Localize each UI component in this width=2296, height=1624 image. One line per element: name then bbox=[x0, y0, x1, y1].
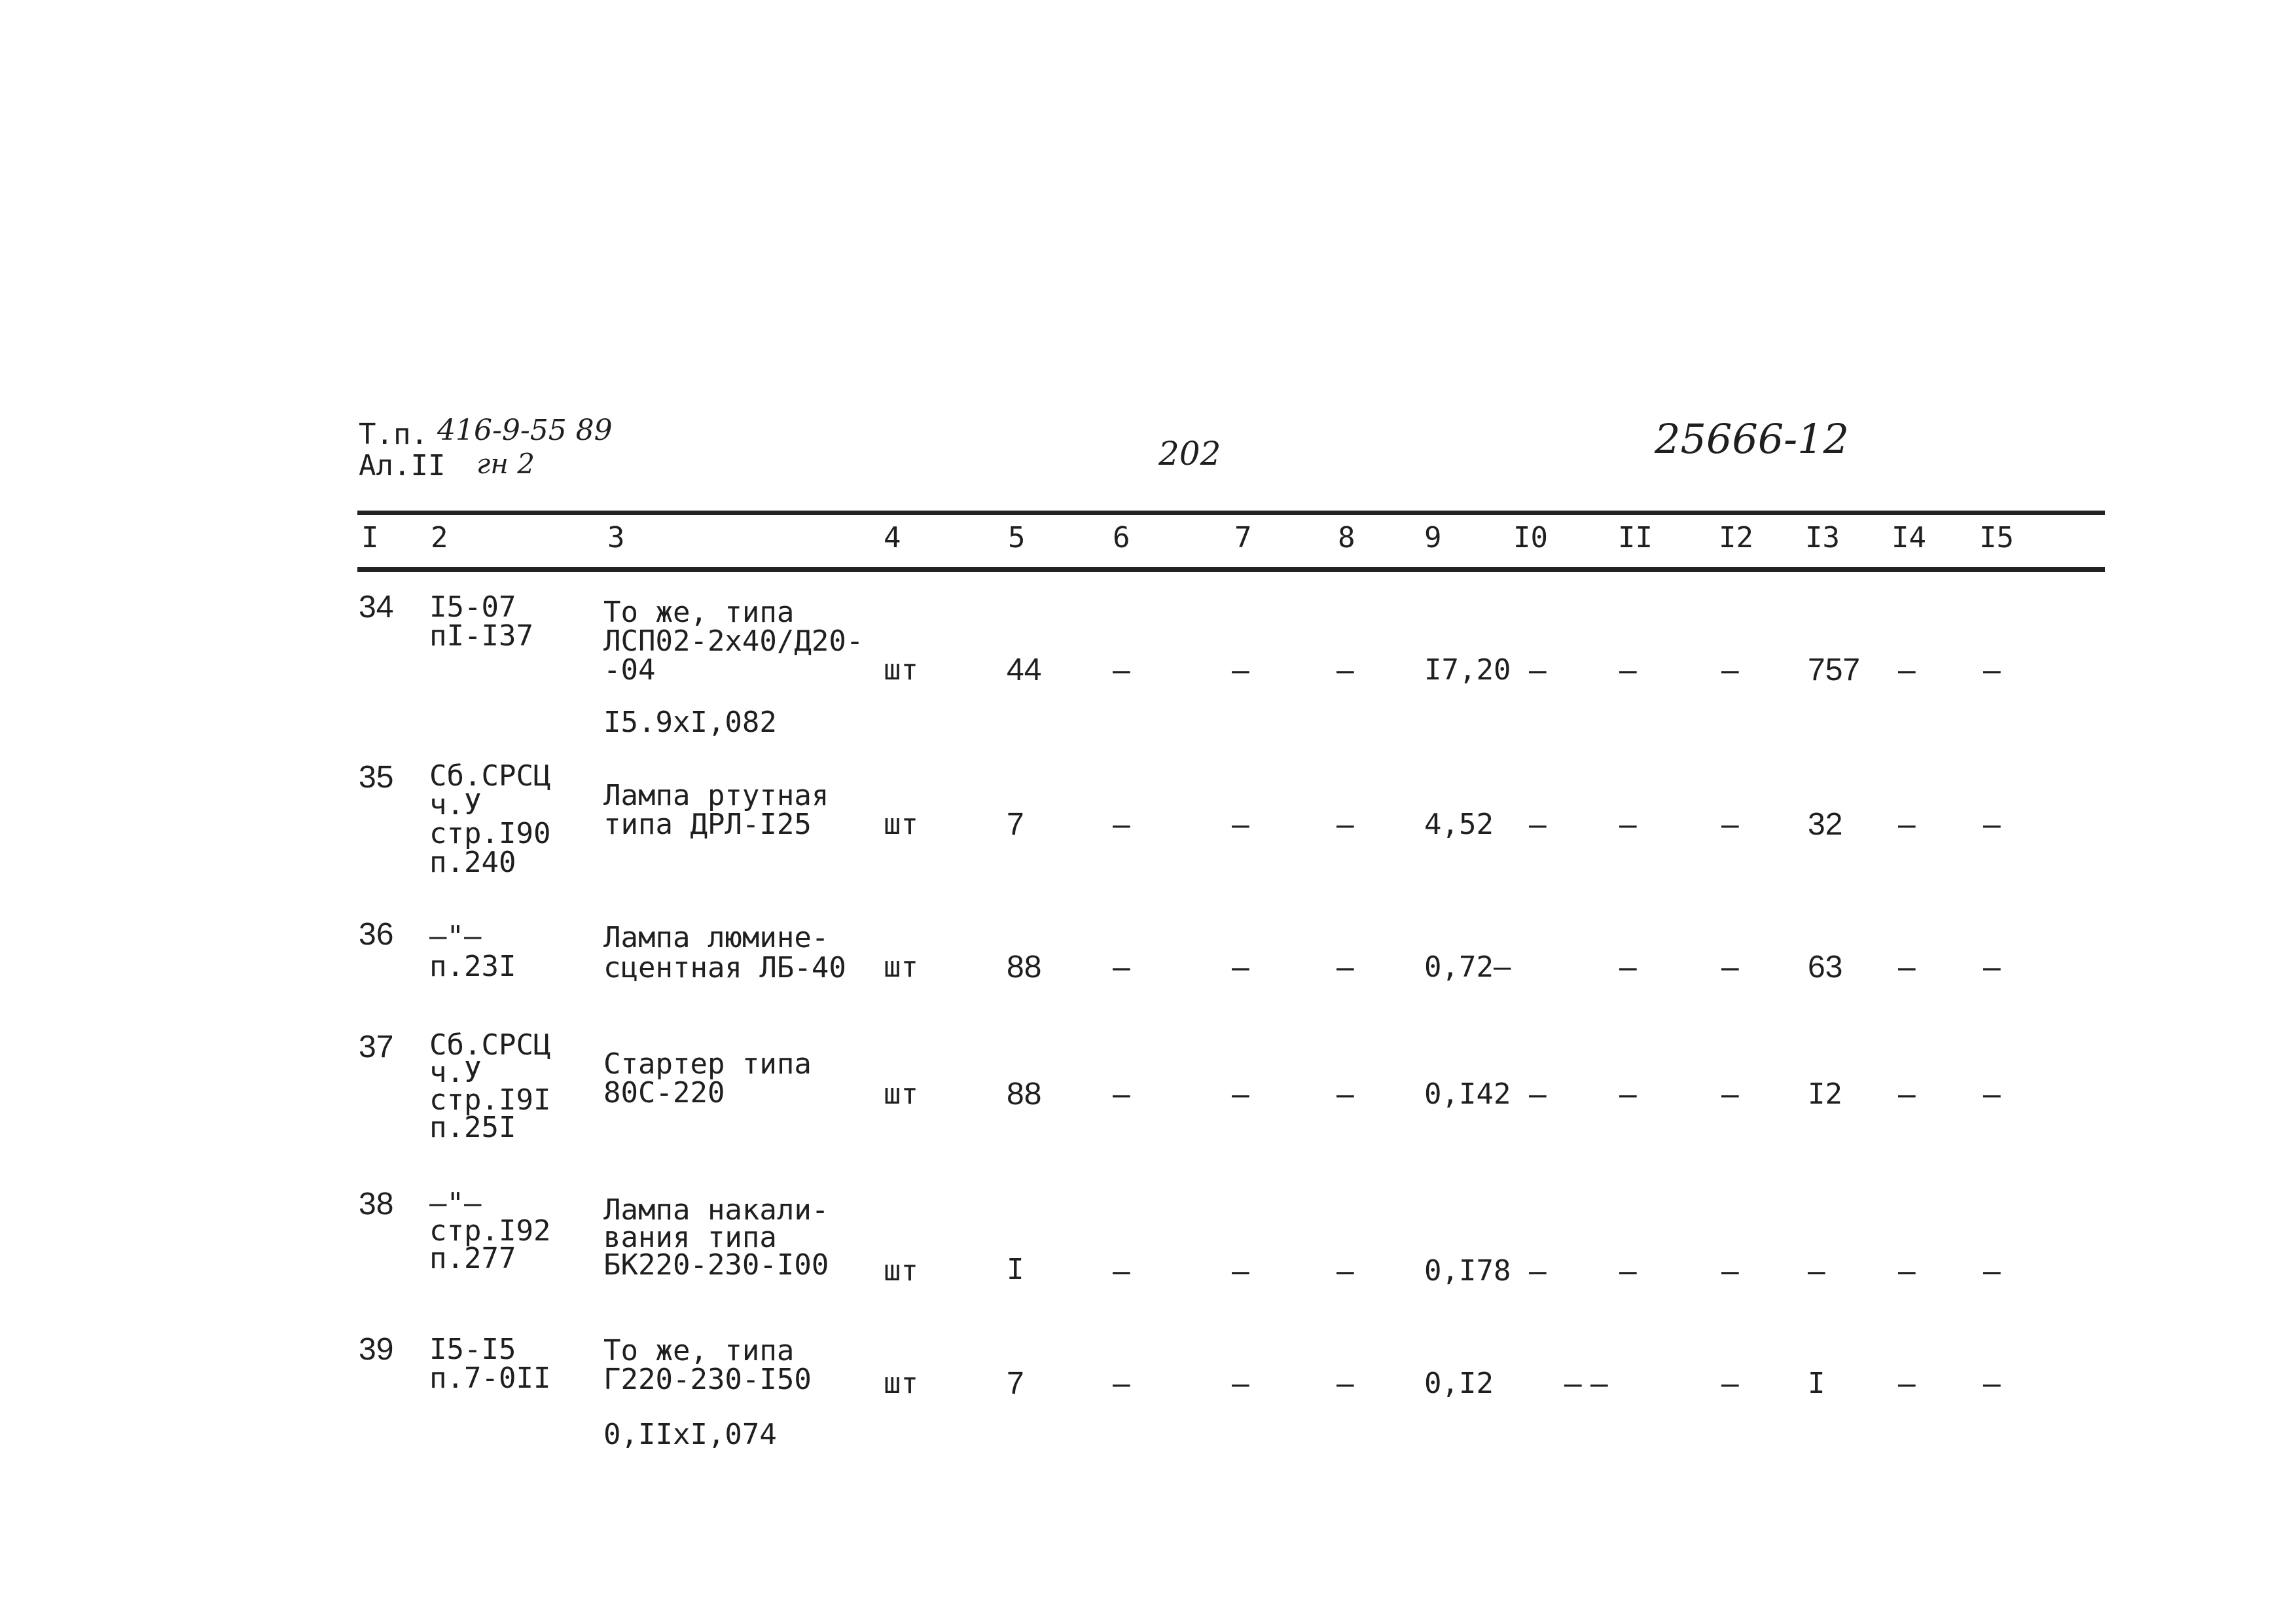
name-line: То же, типа bbox=[603, 1334, 795, 1367]
row-number: 37 bbox=[359, 1030, 394, 1064]
col-header-6: 6 bbox=[1113, 521, 1130, 554]
col15-value: – bbox=[1983, 950, 2001, 984]
reference-line: –"– bbox=[429, 920, 482, 953]
col6-value: – bbox=[1113, 807, 1130, 842]
name-line: ЛСП02-2х40/Д20- bbox=[603, 624, 864, 658]
col-header-11: II bbox=[1618, 521, 1653, 554]
col9-value: 0,I42 bbox=[1424, 1077, 1511, 1111]
row-reference bbox=[429, 1187, 551, 1275]
row-name bbox=[603, 779, 829, 841]
reference-line: Сб.СРСЦ bbox=[429, 759, 551, 793]
col9-value: 4,52 bbox=[1424, 808, 1494, 841]
row-qty: I bbox=[1007, 1253, 1024, 1286]
row-name bbox=[603, 923, 846, 983]
col7-value: – bbox=[1232, 1254, 1249, 1288]
col6-value: – bbox=[1113, 1077, 1130, 1111]
col15-value: – bbox=[1983, 653, 2001, 687]
reference-line: ч.У bbox=[429, 788, 482, 821]
doc-code: 25666-12 bbox=[1655, 415, 1850, 463]
col15-value: – bbox=[1983, 1366, 2001, 1401]
col14-value: – bbox=[1898, 653, 1916, 687]
row-reference bbox=[429, 590, 533, 653]
name-line: типа ДРЛ-I25 bbox=[603, 808, 812, 841]
row-qty: 7 bbox=[1007, 807, 1024, 842]
reference-line: пI-I37 bbox=[429, 619, 533, 653]
reference-line: п.23I bbox=[429, 950, 516, 983]
reference-line: –"– bbox=[429, 1187, 482, 1220]
col13-value: I2 bbox=[1808, 1077, 1842, 1111]
row-unit: шт bbox=[884, 950, 918, 984]
col6-value: – bbox=[1113, 1366, 1130, 1401]
col9-value: 0,I2 bbox=[1424, 1367, 1494, 1400]
col15-value: – bbox=[1983, 1077, 2001, 1111]
col13-value: – bbox=[1808, 1254, 1825, 1288]
col-header-3: 3 bbox=[607, 521, 625, 554]
col-header-15: I5 bbox=[1979, 521, 2014, 554]
doc-number: 416-9-55 89 bbox=[437, 414, 613, 447]
col7-value: – bbox=[1232, 950, 1249, 984]
col-header-12: I2 bbox=[1719, 521, 1753, 554]
col-header-7: 7 bbox=[1234, 521, 1252, 554]
col10-value: – bbox=[1529, 653, 1547, 687]
col10-value: – bbox=[1529, 807, 1547, 842]
col14-value: – bbox=[1898, 1366, 1916, 1401]
col-header-10: I0 bbox=[1513, 521, 1548, 554]
name-line: То же, типа bbox=[603, 596, 795, 629]
col8-value: – bbox=[1336, 807, 1354, 842]
col11-value: – bbox=[1619, 653, 1637, 687]
row-unit: шт bbox=[884, 1077, 918, 1111]
col14-value: – bbox=[1898, 1254, 1916, 1288]
col8-value: – bbox=[1336, 1077, 1354, 1111]
col7-value: – bbox=[1232, 653, 1249, 687]
col8-value: – bbox=[1336, 1254, 1354, 1288]
row-number: 34 bbox=[359, 590, 394, 624]
name-line: Лампа люмине- bbox=[603, 921, 829, 954]
col8-value: – bbox=[1336, 653, 1354, 687]
table-header-rule bbox=[357, 567, 2105, 572]
reference-line: ч.У bbox=[429, 1056, 482, 1089]
col14-value: – bbox=[1898, 807, 1916, 842]
col6-value: – bbox=[1113, 1254, 1130, 1288]
row-name bbox=[603, 1334, 812, 1396]
col13-value: 32 bbox=[1808, 807, 1843, 842]
row-note: 0,IIхI,074 bbox=[603, 1418, 777, 1451]
col11-value: – bbox=[1619, 1254, 1637, 1288]
col15-value: – bbox=[1983, 1254, 2001, 1288]
row-note: I5.9хI,082 bbox=[603, 706, 777, 739]
col11-value: – bbox=[1619, 950, 1637, 984]
reference-line: стр.I90 bbox=[429, 817, 551, 850]
row-number: 35 bbox=[359, 760, 394, 795]
col7-value: – bbox=[1232, 807, 1249, 842]
name-line: 80С-220 bbox=[603, 1076, 725, 1110]
col12-value: – bbox=[1721, 807, 1739, 842]
col14-value: – bbox=[1898, 1077, 1916, 1111]
col6-value: – bbox=[1113, 950, 1130, 984]
row-reference bbox=[429, 922, 516, 982]
row-reference bbox=[429, 1028, 551, 1144]
col-header-14: I4 bbox=[1892, 521, 1926, 554]
col11-value: – bbox=[1619, 1077, 1637, 1111]
reference-line: стр.I92 bbox=[429, 1214, 551, 1248]
table-top-rule bbox=[357, 511, 2105, 515]
col15-value: – bbox=[1983, 807, 2001, 842]
row-unit: шт bbox=[884, 1254, 918, 1288]
col6-value: – bbox=[1113, 653, 1130, 687]
row-number: 39 bbox=[359, 1332, 394, 1367]
col9-value: 0,I78 bbox=[1424, 1254, 1511, 1288]
name-line: Лампа ртутная bbox=[603, 779, 829, 812]
row-unit: шт bbox=[884, 1367, 918, 1400]
row-reference bbox=[429, 1335, 550, 1393]
col9-value: I7,20 bbox=[1424, 653, 1511, 687]
row-unit: шт bbox=[884, 653, 918, 687]
col8-value: – bbox=[1336, 950, 1354, 984]
col12-value: – bbox=[1721, 950, 1739, 984]
reference-line: п.7-0II bbox=[429, 1362, 551, 1395]
col7-value: – bbox=[1232, 1077, 1249, 1111]
reference-line: I5-07 bbox=[429, 590, 516, 624]
row-name bbox=[603, 1047, 812, 1110]
col12-value: – bbox=[1721, 1077, 1739, 1111]
col13-value: 757 bbox=[1808, 653, 1861, 687]
row-qty: 44 bbox=[1007, 653, 1042, 687]
doc-prefix: Т.п. bbox=[359, 418, 428, 451]
col9-value: 0,72– bbox=[1424, 950, 1511, 984]
row-unit: шт bbox=[884, 808, 918, 841]
reference-line: п.277 bbox=[429, 1242, 516, 1275]
reference-line: стр.I9I bbox=[429, 1083, 551, 1117]
row-reference bbox=[429, 759, 551, 879]
name-line: вания типа bbox=[603, 1221, 777, 1254]
row-qty: 88 bbox=[1007, 950, 1042, 984]
col-header-13: I3 bbox=[1805, 521, 1840, 554]
row-qty: 88 bbox=[1007, 1077, 1042, 1111]
album-note: гн 2 bbox=[476, 448, 535, 480]
name-line: Г220-230-I50 bbox=[603, 1363, 812, 1396]
reference-line: I5-I5 bbox=[429, 1333, 516, 1366]
col11-value: – bbox=[1619, 807, 1637, 842]
col-header-4: 4 bbox=[884, 521, 901, 554]
row-name bbox=[603, 1193, 829, 1282]
name-line: -04 bbox=[603, 653, 656, 687]
col-header-5: 5 bbox=[1008, 521, 1026, 554]
col13-value: 63 bbox=[1808, 950, 1843, 984]
col12-value: – bbox=[1721, 653, 1739, 687]
name-line: Стартер типа bbox=[603, 1047, 812, 1081]
col8-value: – bbox=[1336, 1366, 1354, 1401]
row-qty: 7 bbox=[1007, 1366, 1024, 1401]
name-line: сцентная ЛБ-40 bbox=[603, 951, 846, 984]
col-header-2: 2 bbox=[431, 521, 448, 554]
col-header-1: I bbox=[361, 521, 379, 554]
reference-line: п.240 bbox=[429, 846, 516, 879]
album-prefix: Ал.II bbox=[359, 449, 446, 482]
col10-value: – – bbox=[1564, 1366, 1608, 1401]
col10-value: – bbox=[1529, 1077, 1547, 1111]
col10-value: – bbox=[1529, 1254, 1547, 1288]
col12-value: – bbox=[1721, 1366, 1739, 1401]
reference-line: Сб.СРСЦ bbox=[429, 1028, 551, 1062]
reference-line: п.25I bbox=[429, 1111, 516, 1144]
col7-value: – bbox=[1232, 1366, 1249, 1401]
col-header-8: 8 bbox=[1338, 521, 1355, 554]
col13-value: I bbox=[1808, 1367, 1825, 1400]
row-number: 38 bbox=[359, 1187, 394, 1221]
col14-value: – bbox=[1898, 950, 1916, 984]
row-name bbox=[603, 598, 863, 685]
name-line: Лампа накали- bbox=[603, 1193, 829, 1227]
page-number: 202 bbox=[1158, 435, 1221, 473]
col-header-9: 9 bbox=[1424, 521, 1442, 554]
row-number: 36 bbox=[359, 917, 394, 952]
name-line: БК220-230-I00 bbox=[603, 1248, 829, 1282]
col12-value: – bbox=[1721, 1254, 1739, 1288]
